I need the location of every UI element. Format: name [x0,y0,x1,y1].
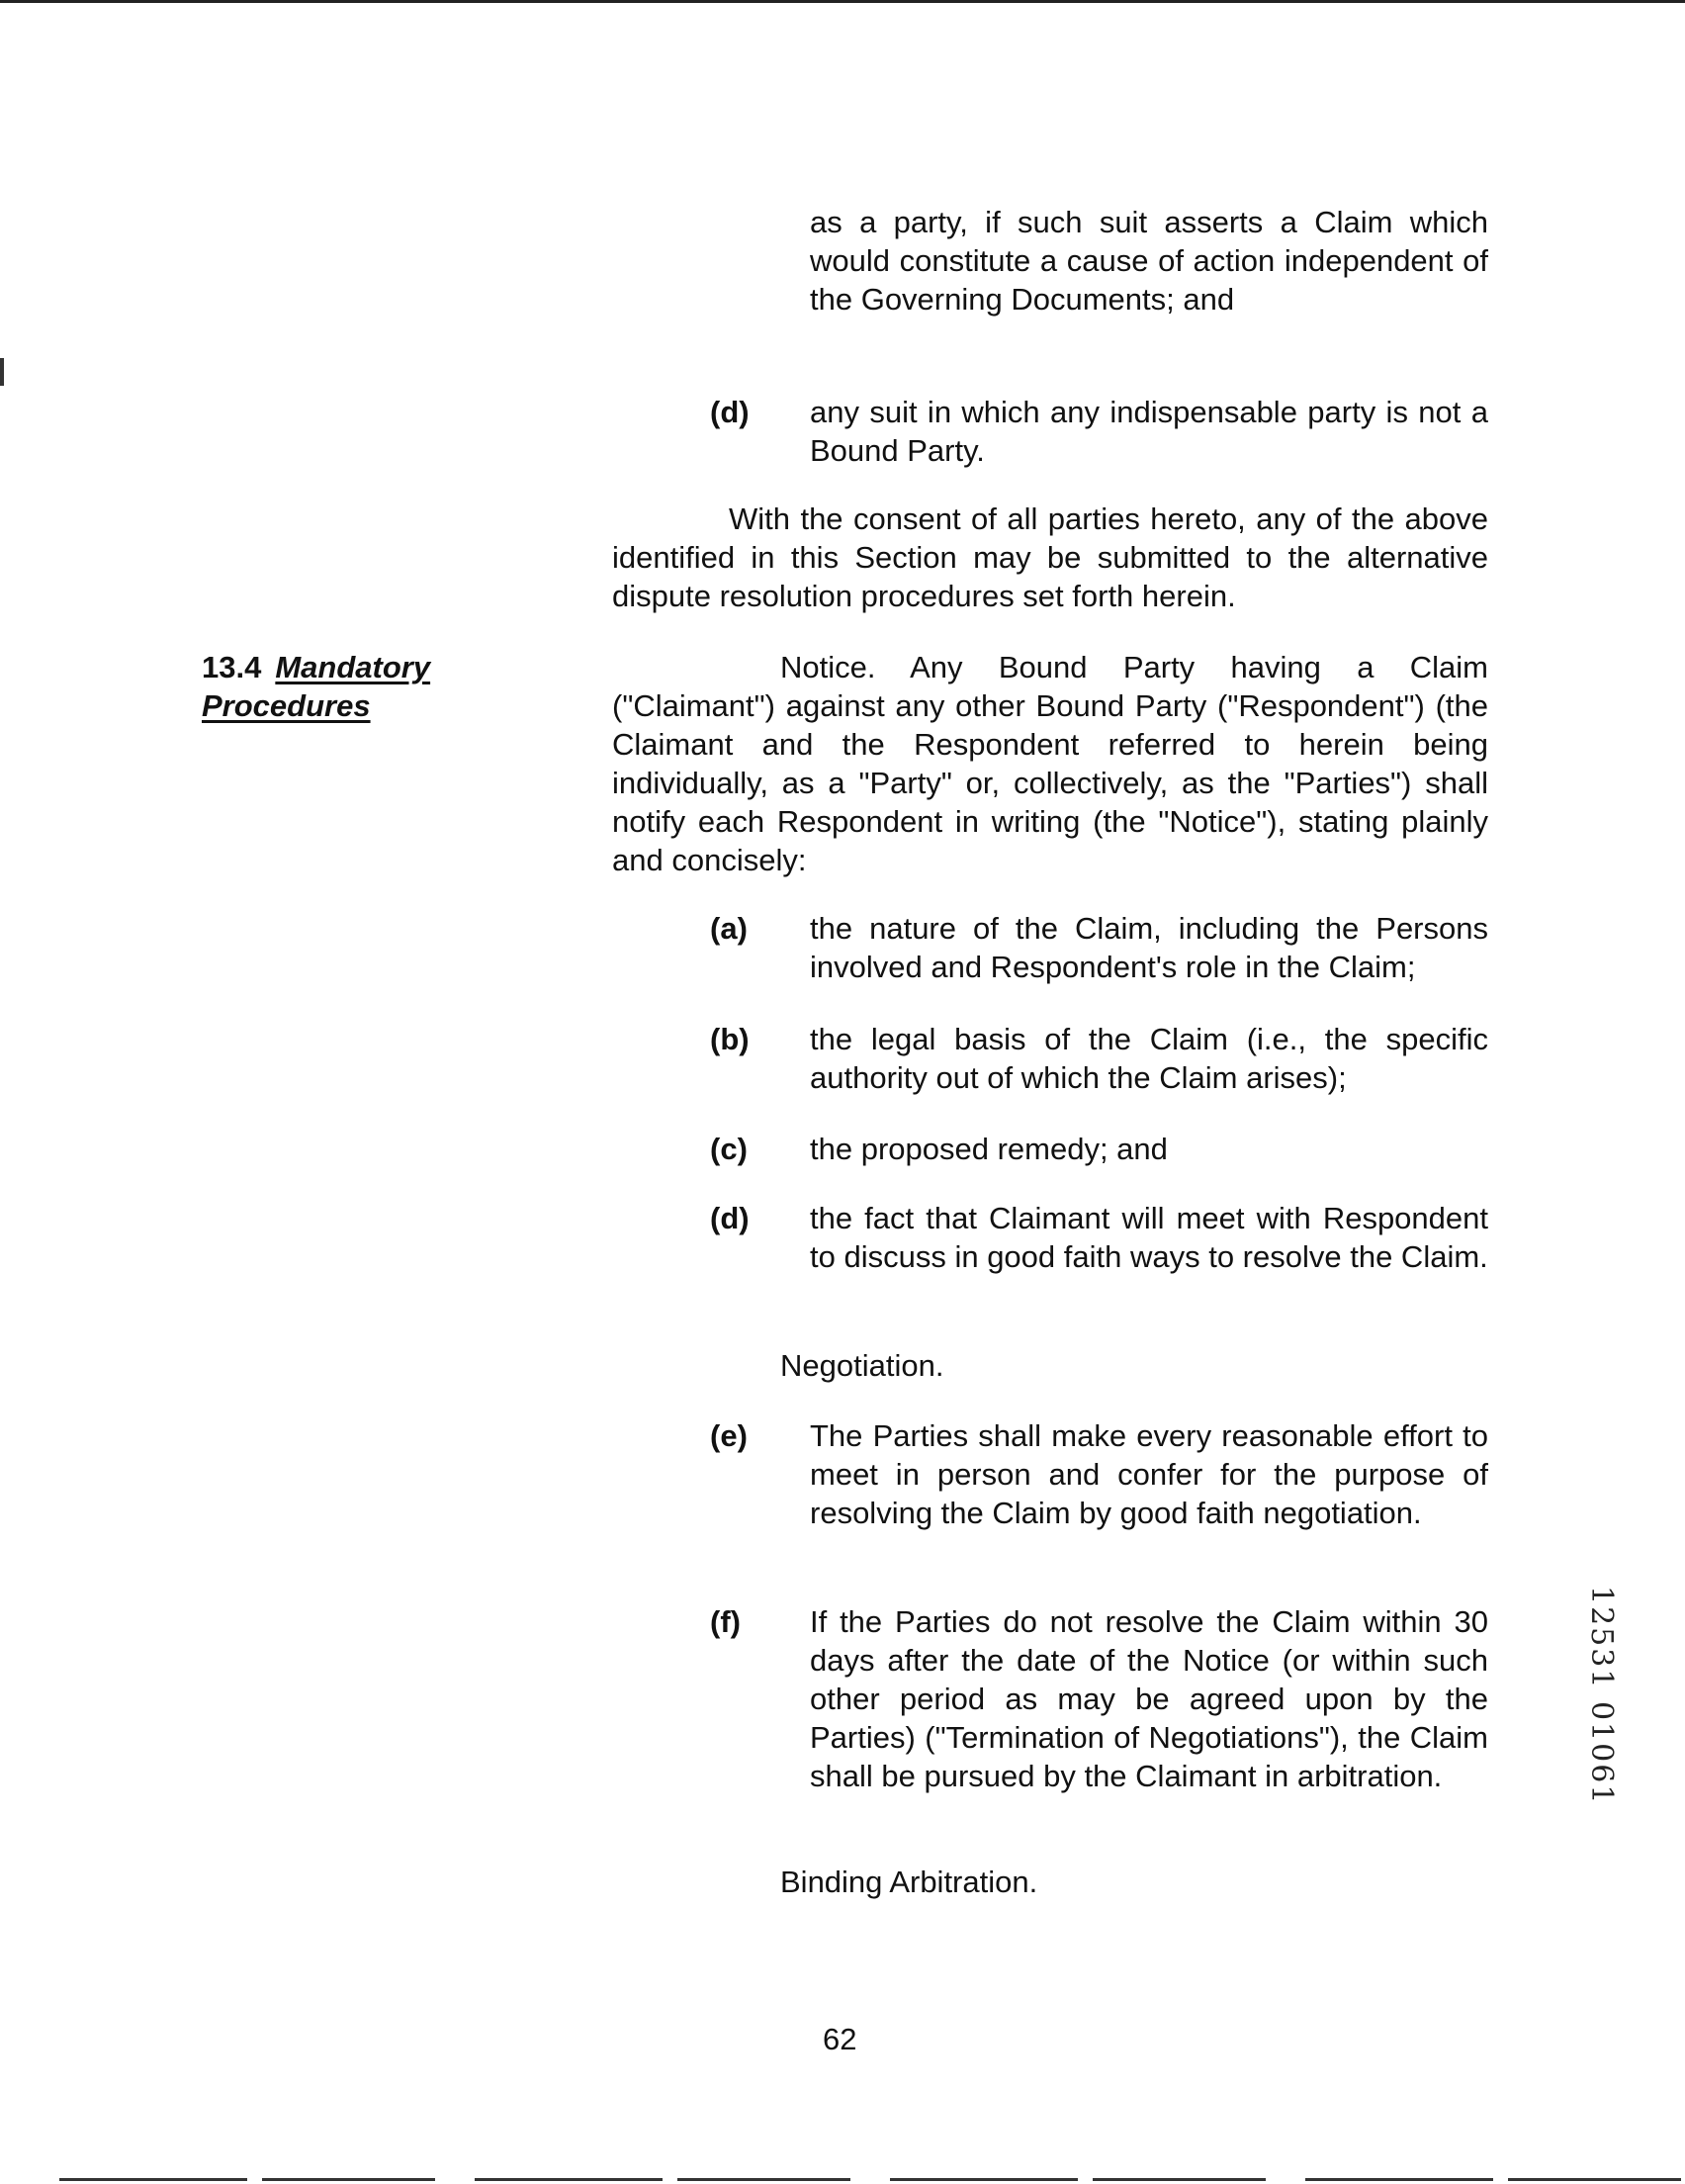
section-title: Mandatory [275,650,431,684]
continuation-paragraph: as a party, if such suit asserts a Claim which would constitute a cause of action independent of the Governing Documents; and [810,205,1488,317]
bates-number: 12531 01061 [1584,1586,1619,1806]
item-label: (c) [710,1132,748,1166]
left-scan-mark [0,358,4,386]
item-text: the proposed remedy; and [810,1132,1168,1166]
item-text: the fact that Claimant will meet with Respondent to discuss in good faith ways to resolve the Claim. [810,1201,1488,1274]
item-label: (a) [710,911,748,946]
item-label: (d) [710,1201,750,1235]
item-label: (b) [710,1022,750,1056]
item-label: (d) [710,395,750,429]
negotiation-heading: Negotiation. [780,1348,944,1383]
page-number: 62 [823,2022,857,2056]
section-heading [202,648,430,725]
section-title-continued: Procedures [202,688,371,723]
item-text: The Parties shall make every reasonable effort to meet in person and confer for the purpose of resolving the Claim by good faith negotiation. [810,1418,1488,1530]
item-label: (e) [710,1418,748,1453]
item-text: the nature of the Claim, including the Persons involved and Respondent's role in the Claim; [810,911,1488,984]
arbitration-heading: Binding Arbitration. [780,1865,1038,1899]
consent-paragraph: With the consent of all parties hereto, any of the above identified in this Section may be submitted to the alternative dispute resolution procedures set forth herein. [612,501,1488,613]
top-scan-edge [0,0,1685,3]
item-text: the legal basis of the Claim (i.e., the specific authority out of which the Claim arises); [810,1022,1488,1095]
item-text: If the Parties do not resolve the Claim within 30 days after the date of the Notice (or within such other period as may be agreed upon by the Parties) ("Termination of Negotiations"), the Claim shall be pursued by the Claimant in arbitration. [810,1604,1488,1793]
notice-paragraph: Notice. Any Bound Party having a Claim ("Claimant") against any other Bound Party ("Respondent") (the Claimant and the Respondent referred to herein being individually, as a "Party" or, collectively, as the "Parties") shall notify each Respondent in writing (the "Notice"), stating plainly and concisely: [612,650,1488,877]
item-text: any suit in which any indispensable party is not a Bound Party. [810,395,1488,468]
bottom-scan-edge [59,2178,1685,2181]
section-number: 13.4 [202,650,262,684]
bates-stamp [1586,1586,1626,1863]
item-label: (f) [710,1604,741,1639]
